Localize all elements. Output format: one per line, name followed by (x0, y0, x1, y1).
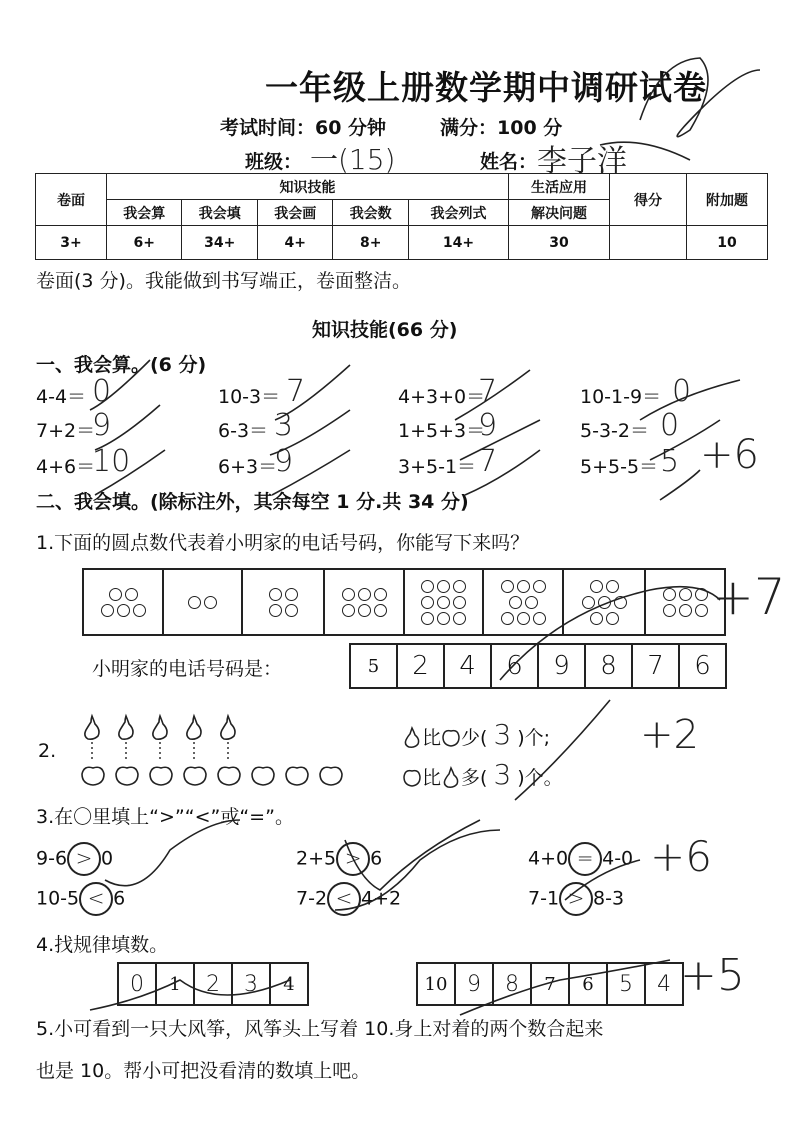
score-jiejue: 30 (509, 226, 610, 260)
dot (517, 580, 530, 593)
sequence-cell: 4 (657, 971, 671, 997)
phone-digits (349, 643, 727, 689)
phone-digit: 2 (398, 645, 445, 687)
q2-l1-c: )个; (517, 727, 551, 749)
dot (269, 588, 282, 601)
calc-question: 10-3＝ (218, 386, 281, 408)
dot (582, 596, 595, 609)
dot (421, 612, 434, 625)
pear-icon (153, 716, 167, 739)
dot (533, 580, 546, 593)
dot (679, 604, 692, 617)
peach-icon (184, 767, 206, 785)
q1-mark: +7 (712, 568, 786, 626)
fujia-header: 附加题 (687, 174, 768, 226)
calc-answer: 0 (672, 374, 692, 409)
q3-mark: +6 (650, 832, 712, 881)
calc-question: 5+5-5＝ (580, 456, 659, 478)
q2-l1-a: 比 (422, 727, 442, 749)
dot (695, 604, 708, 617)
compare-operator: > (67, 842, 101, 876)
full-score: 满分：100 分 (440, 117, 563, 139)
dot (663, 588, 676, 601)
pear-icon (119, 716, 133, 739)
dot-box (243, 570, 325, 634)
dot-box (484, 570, 564, 634)
dot (437, 580, 450, 593)
dot (188, 596, 201, 609)
phone-digit: 6 (694, 651, 711, 681)
compare-operator: < (327, 882, 361, 916)
score-tian: 34+ (182, 226, 257, 260)
compare-item (296, 842, 382, 876)
calc-answer: 7 (478, 444, 498, 479)
fruit-picture (72, 712, 352, 788)
sequence-cell: 7 (532, 964, 570, 1004)
dot (598, 596, 611, 609)
sequence-cell: 3 (233, 964, 271, 1004)
dot-box (325, 570, 405, 634)
sequence-cell: 10 (418, 964, 456, 1004)
part2-heading: 二、我会填。(除标注外，其余每空 1 分.共 34 分) (36, 491, 469, 513)
dot (614, 596, 627, 609)
dot (358, 604, 371, 617)
dot (421, 580, 434, 593)
compare-right: 8-3 (593, 887, 625, 910)
compare-right: 4+2 (361, 887, 402, 910)
score-juanmian: 3+ (36, 226, 107, 260)
compare-operator: < (79, 882, 113, 916)
col-jiejue: 解决问题 (509, 200, 610, 226)
calc-answer: 3 (274, 408, 294, 443)
peach-icon (441, 726, 461, 748)
compare-left: 10-5 (36, 887, 80, 910)
compare-item (36, 842, 113, 876)
q2-num: 2. (38, 740, 57, 762)
score-suan: 6+ (107, 226, 182, 260)
calc-answer: 9 (274, 444, 294, 479)
sequence-cell: 9 (456, 964, 494, 1004)
q2-line1 (402, 718, 550, 751)
class-label: 班级： (245, 151, 303, 173)
dot (590, 612, 603, 625)
dot (133, 604, 146, 617)
calc-question: 6+3＝ (218, 456, 278, 478)
calc-answer: 9 (478, 408, 498, 443)
calc-answer: 0 (660, 408, 680, 443)
dot (101, 604, 114, 617)
compare-right: 6 (370, 847, 383, 870)
compare-item (528, 882, 624, 916)
calc-answer: 7 (286, 374, 306, 409)
exam-time: 考试时间：60 分钟 (220, 117, 387, 139)
col-hua: 我会画 (257, 200, 332, 226)
q2-answer-2: 3 (493, 758, 512, 791)
peach-icon (320, 767, 342, 785)
dot (437, 612, 450, 625)
calc-answer: 0 (92, 374, 112, 409)
dot (269, 604, 282, 617)
q3-text: 3.在〇里填上“>”“<”或“=”。 (36, 806, 294, 828)
juanmian-header: 卷面 (36, 174, 107, 226)
calc-answer: 5 (660, 444, 680, 479)
dot (285, 588, 298, 601)
compare-left: 7-2 (296, 887, 328, 910)
dot (509, 596, 522, 609)
dot (109, 588, 122, 601)
q2-mark: +2 (640, 712, 699, 758)
compare-operator: > (336, 842, 370, 876)
phone-digit: 9 (539, 645, 586, 687)
sequence-cell: 0 (119, 964, 157, 1004)
dot-boxes (82, 568, 726, 636)
q5-line1: 5.小可看到一只大风筝，风筝头上写着 10.身上对着的两个数合起来 (36, 1018, 604, 1040)
pear-icon (441, 766, 461, 788)
score-hua: 4+ (257, 226, 332, 260)
dot (663, 604, 676, 617)
dot (695, 588, 708, 601)
calc-question: 1+5+3＝ (398, 420, 486, 442)
dot (117, 604, 130, 617)
q2-l2-a: 比 (422, 767, 442, 789)
peach-icon (286, 767, 308, 785)
calc-answer: 10 (92, 444, 131, 479)
name-label: 姓名： (480, 151, 538, 173)
dot (590, 580, 603, 593)
compare-operator: = (568, 842, 602, 876)
col-lieshi: 我会列式 (408, 200, 508, 226)
q1-text: 1.下面的圆点数代表着小明家的电话号码，你能写下来吗？ (36, 532, 530, 554)
peach-icon (218, 767, 240, 785)
pear-icon (402, 726, 422, 748)
dot (374, 588, 387, 601)
dot (342, 604, 355, 617)
calc-question: 6-3＝ (218, 420, 269, 442)
dot (453, 612, 466, 625)
score-extra: 10 (687, 226, 768, 260)
q2-line2 (402, 758, 563, 791)
dot-box (84, 570, 164, 634)
shenghuo-header: 生活应用 (509, 174, 610, 200)
calc-question: 4+3+0＝ (398, 386, 486, 408)
sequence-cell: 2 (195, 964, 233, 1004)
phone-digit: 6 (492, 645, 539, 687)
calc-question: 4-4＝ (36, 386, 87, 408)
dot (204, 596, 217, 609)
dot (437, 596, 450, 609)
pear-icon (187, 716, 201, 739)
part1-heading: 一、我会算。(6 分) (36, 354, 207, 376)
calc-answer: 7 (478, 374, 498, 409)
score-table (35, 173, 768, 260)
sequence-cell: 4 (283, 973, 295, 995)
sequence-cell: 8 (494, 964, 532, 1004)
phone-digit: 7 (633, 645, 680, 687)
score-total (610, 226, 687, 260)
compare-item (528, 842, 633, 876)
dot (421, 596, 434, 609)
peach-icon (82, 767, 104, 785)
section-title: 知识技能(66 分) (312, 319, 458, 341)
sequence-cell: 1 (157, 964, 195, 1004)
phone-digit: 5 (351, 645, 398, 687)
q4-mark: +5 (680, 950, 745, 1001)
dot (501, 580, 514, 593)
q2-l1-b: 少( (461, 727, 488, 749)
calc-question: 7+2＝ (36, 420, 96, 442)
dot (453, 580, 466, 593)
dot (453, 596, 466, 609)
score-shu: 8+ (333, 226, 408, 260)
calc-question: 4+6＝ (36, 456, 96, 478)
sequence-cell: 6 (570, 964, 608, 1004)
col-suan: 我会算 (107, 200, 182, 226)
dot (525, 596, 538, 609)
zhishi-header: 知识技能 (107, 174, 509, 200)
phone-digit: 4 (445, 645, 492, 687)
dot-box (164, 570, 243, 634)
compare-right: 6 (113, 887, 126, 910)
sequence-1 (117, 962, 309, 1006)
compare-item (36, 882, 125, 916)
calc-answer: 9 (92, 408, 112, 443)
q4-text: 4.找规律填数。 (36, 934, 169, 956)
class-value: 一(15) (310, 143, 396, 176)
col-shu: 我会数 (333, 200, 408, 226)
sequence-2 (416, 962, 684, 1006)
defen-header: 得分 (610, 174, 687, 226)
page-title: 一年级上册数学期中调研试卷 (265, 68, 707, 107)
score-lieshi: 14+ (408, 226, 508, 260)
dot (125, 588, 138, 601)
calc-question: 5-3-2＝ (580, 420, 649, 442)
col-tian: 我会填 (182, 200, 257, 226)
peach-icon (252, 767, 274, 785)
calc-question: 3+5-1＝ (398, 456, 477, 478)
dot (358, 588, 371, 601)
name-value: 李子洋 (537, 144, 627, 179)
q2-answer-1: 3 (493, 718, 512, 751)
compare-right: 4-0 (602, 847, 634, 870)
compare-item (296, 882, 401, 916)
phone-digit: 8 (586, 645, 633, 687)
phone-label: 小明家的电话号码是： (92, 658, 283, 680)
dot (517, 612, 530, 625)
compare-left: 2+5 (296, 847, 337, 870)
dot (342, 588, 355, 601)
dot-box (564, 570, 646, 634)
q2-l2-c: )个。 (517, 767, 563, 789)
compare-left: 9-6 (36, 847, 68, 870)
pear-icon (85, 716, 99, 739)
dot (679, 588, 692, 601)
peach-icon (150, 767, 172, 785)
calc-question: 10-1-9＝ (580, 386, 662, 408)
dot (606, 612, 619, 625)
dot (606, 580, 619, 593)
dot (533, 612, 546, 625)
q2-l2-b: 多( (461, 767, 488, 789)
juanmian-note: 卷面(3 分)。我能做到书写端正，卷面整洁。 (36, 270, 411, 292)
dot (285, 604, 298, 617)
dot-box (405, 570, 484, 634)
peach-icon (402, 766, 422, 788)
compare-right: 0 (101, 847, 114, 870)
q5-line2: 也是 10。帮小可把没看清的数填上吧。 (36, 1060, 371, 1082)
part1-mark: +6 (700, 432, 759, 478)
dot (501, 612, 514, 625)
pear-icon (221, 716, 235, 739)
dot (374, 604, 387, 617)
sequence-cell: 5 (608, 964, 646, 1004)
peach-icon (116, 767, 138, 785)
compare-operator: > (559, 882, 593, 916)
compare-left: 7-1 (528, 887, 560, 910)
compare-left: 4+0 (528, 847, 569, 870)
